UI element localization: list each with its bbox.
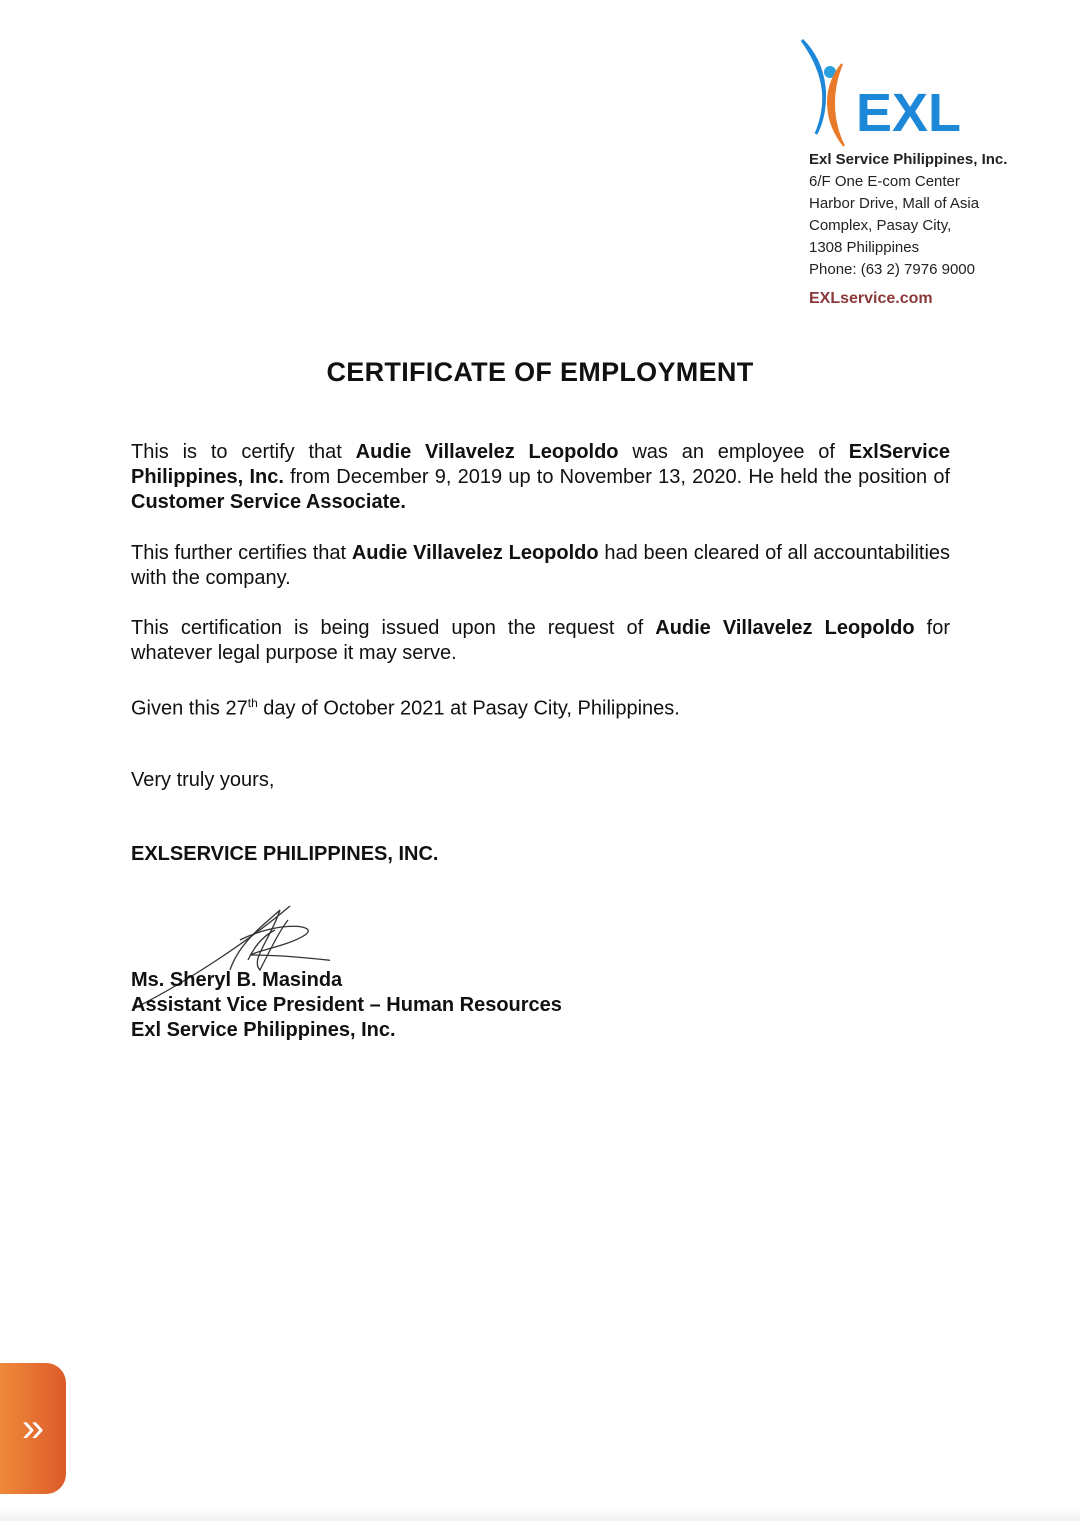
text: had been cleared of all accountabilities with the company. [131, 542, 951, 589]
employee-name: Audie Villavelez Leopoldo [355, 441, 619, 463]
exl-logo [798, 36, 968, 151]
text: from December 9, 2019 up to November 13, 2020. He held the position of [283, 466, 950, 488]
text: Given this 27 [131, 697, 248, 720]
text: This is to certify that [131, 441, 356, 463]
signer-company: Exl Service Philippines, Inc. [131, 1019, 396, 1041]
paragraph-1 [131, 440, 950, 515]
paragraph-4 [131, 691, 950, 722]
text: for whatever legal purpose it may serve. [131, 617, 950, 664]
website-link[interactable]: EXLservice.com [809, 290, 933, 307]
ordinal-suffix: th [247, 696, 258, 710]
address-line: Harbor Drive, Mall of Asia [809, 195, 980, 212]
address-line: Complex, Pasay City, [809, 217, 952, 234]
text: was an employee of [618, 441, 849, 463]
address-line: 6/F One E-com Center [809, 173, 960, 190]
signer-position: Assistant Vice President – Human Resources [131, 994, 562, 1016]
double-chevron-right-icon: » [21, 1406, 45, 1450]
employee-name: Audie Villavelez Leopoldo [351, 542, 599, 564]
phone: Phone: (63 2) 7976 9000 [809, 261, 975, 278]
document-title: CERTIFICATE OF EMPLOYMENT [326, 357, 754, 387]
address-line: 1308 Philippines [809, 239, 920, 256]
signer-block [131, 968, 562, 1043]
paragraph-2 [131, 541, 950, 591]
employer-name: ExlService Philippines, Inc. [131, 441, 950, 488]
next-page-button[interactable] [0, 1363, 66, 1494]
company-caps: EXLSERVICE PHILIPPINES, INC. [131, 843, 439, 865]
position: Customer Service Associate. [131, 491, 406, 513]
text: This further certifies that [131, 542, 352, 564]
svg-text:EXL: EXL [856, 83, 962, 143]
employee-name: Audie Villavelez Leopoldo [655, 617, 915, 639]
signer-name: Ms. Sheryl B. Masinda [131, 969, 343, 991]
page-footer [0, 1507, 1080, 1521]
closing: Very truly yours, [131, 769, 275, 791]
paragraph-3 [131, 616, 950, 666]
company-name: Exl Service Philippines, Inc. [809, 151, 1008, 168]
company-address [809, 149, 1007, 281]
text: day of October 2021 at Pasay City, Philippines. [257, 697, 680, 720]
text: This certification is being issued upon the request of [131, 617, 656, 639]
